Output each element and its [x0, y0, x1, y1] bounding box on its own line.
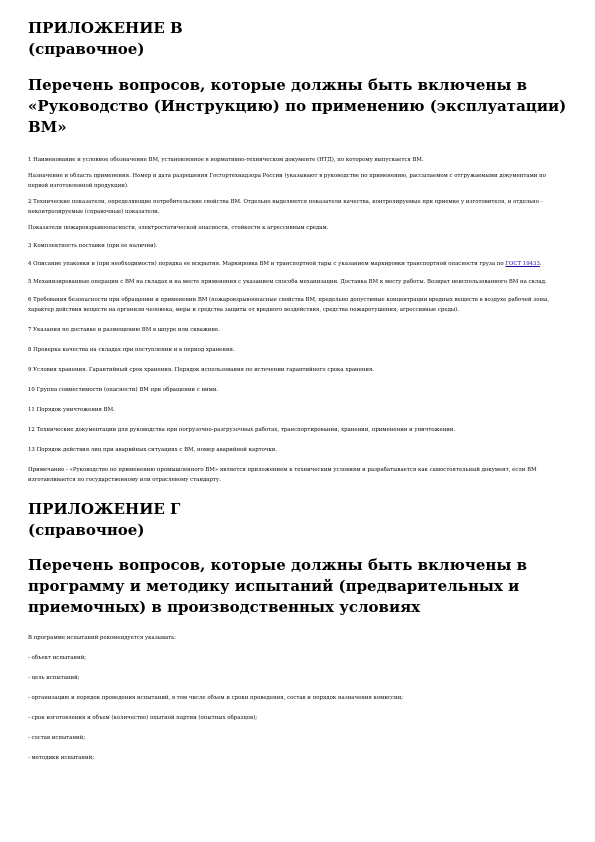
gost-19433-link[interactable]: ГОСТ 19433 [505, 261, 540, 267]
appendix-b-item-6: 6 Требования безопасности при обращении и применении ВМ (пожаровзрывоопасные свойства ВМ, предельно допустимые концентрации вредных веществ в воздухе рабочей зоны, характер действия веществ на организм человека, меры и средства защиты от вредного воздействия, средства пожаротушения, агрессивные среды). [28, 297, 550, 313]
appendix-g-item: - объект испытаний; [28, 655, 86, 661]
appendix-g-title-line2: (справочное) [28, 521, 145, 539]
appendix-g-heading: Перечень вопросов, которые должны быть включены в программу и методику испытаний (предварительных и приемочных) в производственных условиях [28, 556, 528, 616]
appendix-b-note: Примечание - «Руководство по применению промышленного ВМ» является приложением к техническим условиям и разрабатывается как самостоятельный документ, если ВМ изготавливается по государственному или отраслевому стандарту. [28, 467, 537, 483]
appendix-b-item-11: 11 Порядок уничтожения ВМ. [28, 407, 115, 413]
appendix-b-item-8: 8 Проверка качества на складах при поступлении и в период хранения. [28, 347, 235, 353]
appendix-g-item: - срок изготовления и объем (количество) опытной партии (опытных образцов); [28, 715, 258, 721]
appendix-g-item: - организацию и порядок проведения испытаний, в том числе объем и сроки проведения, состав и порядок назначения комиссии; [28, 695, 403, 701]
appendix-b-title-line1: ПРИЛОЖЕНИЕ В [28, 19, 183, 37]
appendix-b-item-4-text: 4 Описание упаковки и (при необходимости) порядка ее вскрытия. Маркировка ВМ и транспортной тары с указанием маркировки транспортной опасности груза по [28, 261, 506, 267]
appendix-b-item-13: 13 Порядок действия лиц при аварийных ситуациях с ВМ, номер аварийной карточки. [28, 447, 278, 453]
appendix-g-item: - состав испытаний; [28, 735, 86, 741]
appendix-b-item-12: 12 Технические документации для руководства при погрузочно-разгрузочных работах, транспортировании, хранении, применении и уничтожении. [28, 427, 456, 433]
appendix-b-item-2: 2 Технические показатели, определяющие потребительские свойства ВМ. Отдельно выделяются показатели качества, контролируемые при приемке у изготовителя, и отдельно - неконтролируемые (справочные) показатели. [28, 199, 543, 215]
appendix-b-item-1: 1 Наименование и условное обозначение ВМ, установленное в нормативно-техническом документе (НТД), по которому выпускается ВМ. [28, 157, 424, 163]
appendix-b-item-5: 5 Механизированные операции с ВМ на складах и на месте применения с указанием способа механизации. Доставка ВМ к месту работы. Возврат неиспользованного ВМ на склад. [28, 279, 547, 285]
appendix-g-title-line1: ПРИЛОЖЕНИЕ Г [28, 500, 181, 518]
document-page [28, 18, 567, 763]
appendix-b-title-line2: (справочное) [28, 40, 145, 58]
appendix-b-item-indicators: Показатели пожаровзрывоопасности, электростатической опасности, стойкости к агрессивным средам. [28, 225, 329, 231]
appendix-b-heading: Перечень вопросов, которые должны быть включены в «Руководство (Инструкцию) по применению (эксплуатации) ВМ» [28, 76, 567, 136]
appendix-b-item-4 [28, 259, 567, 269]
appendix-g-item: - цель испытаний; [28, 675, 80, 681]
appendix-b-item-3: 3 Комплектность поставки (при ее наличии). [28, 243, 158, 249]
appendix-g-intro: В программе испытаний рекомендуется указывать: [28, 635, 176, 641]
appendix-b-item-9: 9 Условия хранения. Гарантийный срок хранения. Порядок использования по истечении гарантийного срока хранения. [28, 367, 375, 373]
appendix-b-title [28, 18, 567, 60]
appendix-b-item-4-end: . [539, 261, 542, 267]
appendix-b-item-7: 7 Указания по доставке и размещению ВМ в шпуре или скважине. [28, 327, 220, 333]
appendix-b-item-purpose: Назначение и область применения. Номер и дата разрешения Госгортехнадзора России (указывают в руководстве по применению, рассылаемом с отгружаемыми документами по первой изготовленной продукции). [28, 173, 546, 189]
appendix-b-item-10: 10 Группа совместимости (опасности) ВМ при обращении с ними. [28, 387, 219, 393]
appendix-g-title [28, 499, 567, 541]
appendix-g-item: - методики испытаний; [28, 755, 95, 761]
